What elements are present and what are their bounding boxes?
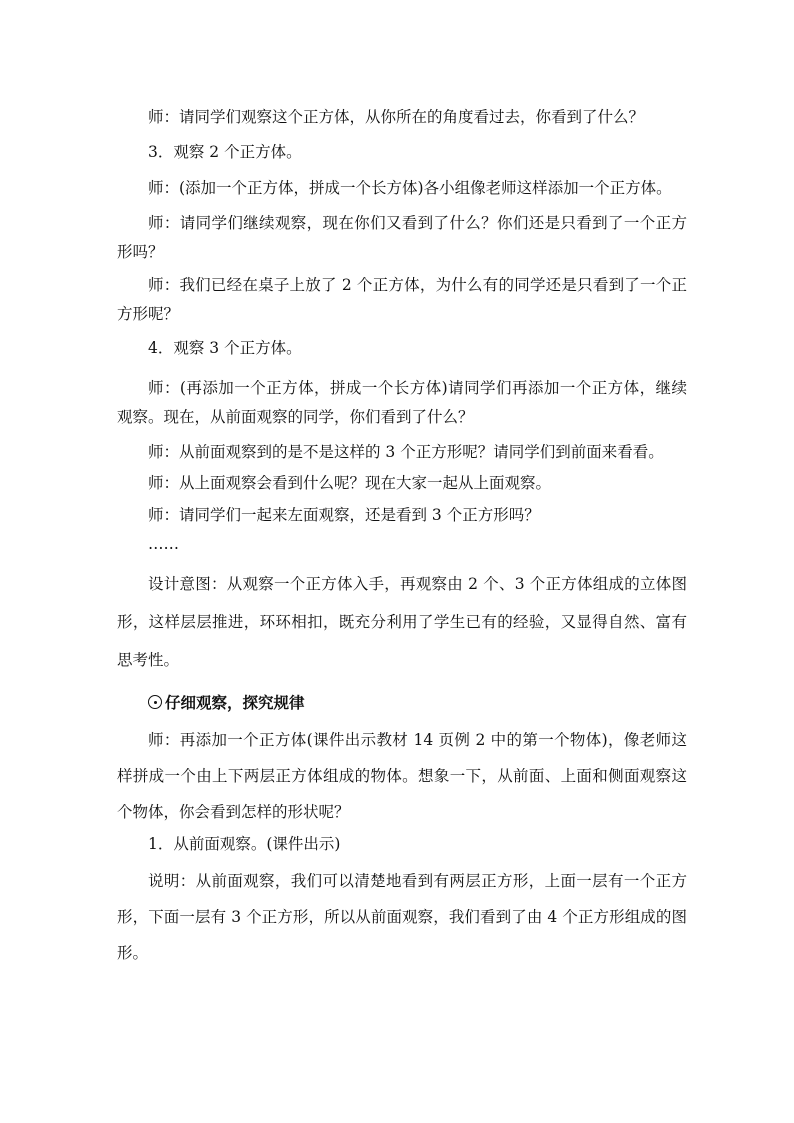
teacher-two-cubes-question: 师：我们已经在桌子上放了 2 个正方体，为什么有的同学还是只看到了一个正方形呢？ [117,276,687,323]
teacher-left-view-question: 师：请同学们一起来左面观察，还是看到 3 个正方形吗？ [148,506,540,524]
explanation-front-view: 说明：从前面观察，我们可以清楚地看到有两层正方形，上面一层有一个正方形，下面一层有 3 个正方形，所以从前面观察，我们看到了由 4 个正方形组成的图形。 [117,872,687,962]
teacher-continue-observe: 师：请同学们继续观察，现在你们又看到了什么？你们还是只看到了一个正方形吗？ [117,214,687,261]
teacher-add-cube-two-layers: 师：再添加一个正方体(课件出示教材 14 页例 2 中的第一个物体)，像老师这样拼成一个由上下两层正方体组成的物体。想象一下，从前面、上面和侧面观察这个物体，你会看到怎样的形状呢？ [117,731,687,821]
section-heading-text: 仔细观察，探究规律 [165,693,305,712]
step-4-heading: 4．观察 3 个正方体。 [148,339,302,357]
section-heading [117,688,687,717]
circled-dot-icon [148,695,162,709]
teacher-question-observe-cube: 师：请同学们观察这个正方体，从你所在的角度看过去，你看到了什么？ [148,108,645,126]
teacher-top-view-question: 师：从上面观察会看到什么呢？现在大家一起从上面观察。 [148,474,552,492]
step-3-heading: 3．观察 2 个正方体。 [148,143,302,161]
design-intent: 设计意图：从观察一个正方体入手，再观察由 2 个、3 个正方体组成的立体图形，这样层层推进，环环相扣，既充分利用了学生已有的经验，又显得自然、富有思考性。 [117,575,687,669]
teacher-add-third-cube: 师：(再添加一个正方体，拼成一个长方体)请同学们再添加一个正方体，继续观察。现在，从前面观察的同学，你们看到了什么？ [117,379,687,426]
teacher-add-cube: 师：(添加一个正方体，拼成一个长方体)各小组像老师这样添加一个正方体。 [148,179,672,197]
step-1-front-view: 1．从前面观察。(课件出示) [148,835,341,853]
ellipsis: …… [148,535,179,553]
teacher-front-view-question: 师：从前面观察到的是不是这样的 3 个正方形呢？请同学们到前面来看看。 [148,443,664,461]
